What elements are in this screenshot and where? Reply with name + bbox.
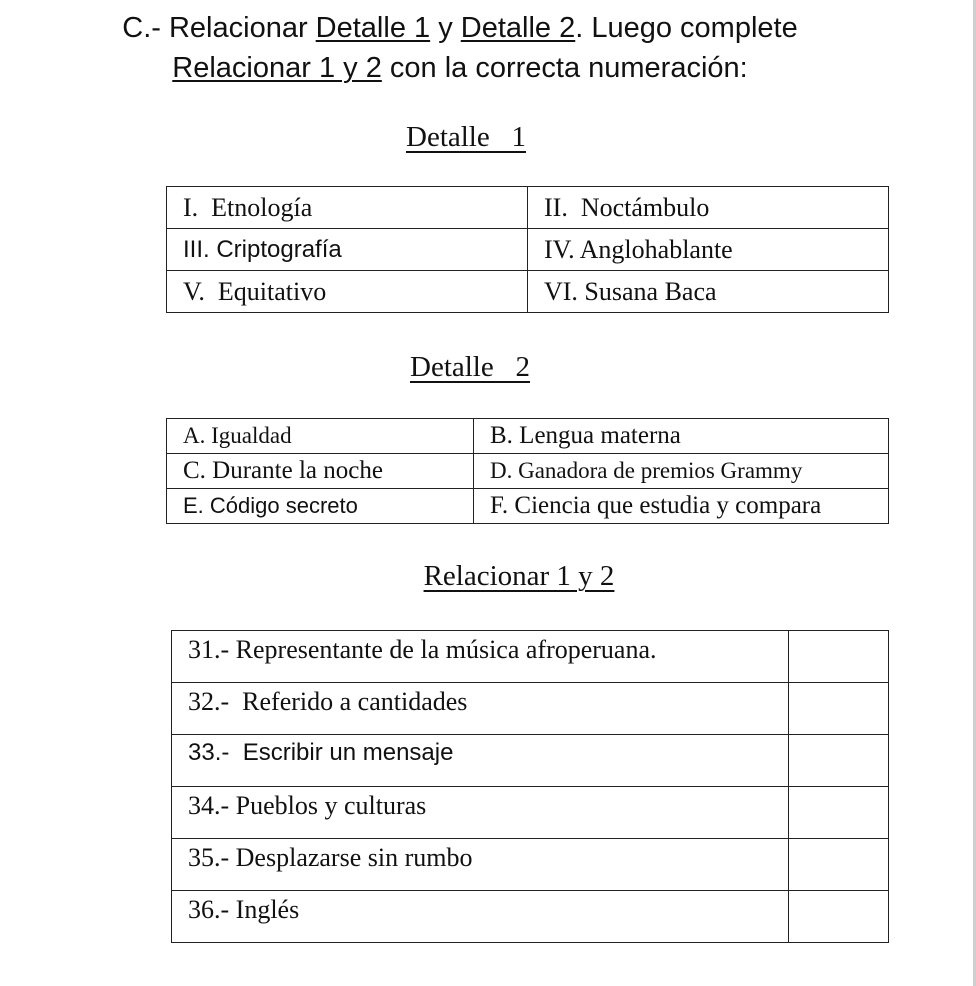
table-row [167, 454, 889, 489]
instruction-line-1 [0, 8, 920, 48]
detalle1-cell: VI. Susana Baca [528, 271, 889, 313]
detalle2-table [166, 418, 889, 524]
question-32: 32.- Referido a cantidades [172, 683, 789, 735]
relacionar-title: Relacionar 1 y 2 [423, 560, 615, 592]
detalle1-cell: II. Noctámbulo [528, 187, 889, 229]
question-34: 34.- Pueblos y culturas [172, 787, 789, 839]
question-36: 36.- Inglés [172, 891, 789, 943]
instruction-detalle1-ref: Detalle 1 [315, 12, 431, 44]
answer-box-31[interactable] [789, 631, 889, 683]
instruction-text: . Luego complete [575, 12, 798, 44]
table-row [172, 631, 889, 683]
detalle1-cell: III. Criptografía [167, 229, 528, 271]
detalle2-cell: B. Lengua materna [474, 419, 889, 454]
table-row [167, 419, 889, 454]
instruction-text: C.- Relacionar [122, 12, 316, 44]
detalle2-title: Detalle 2 [410, 351, 530, 383]
table-row [167, 489, 889, 524]
table-row [172, 735, 889, 787]
question-33: 33.- Escribir un mensaje [172, 735, 789, 787]
detalle1-title: Detalle 1 [406, 121, 526, 153]
detalle1-table [166, 186, 889, 313]
detalle2-cell: A. Igualdad [167, 419, 474, 454]
detalle2-cell: C. Durante la noche [167, 454, 474, 489]
detalle1-cell: IV. Anglohablante [528, 229, 889, 271]
detalle2-cell: F. Ciencia que estudia y compara [474, 489, 889, 524]
instruction-text: y [430, 12, 461, 44]
table-row [167, 271, 889, 313]
instruction-relacionar-ref: Relacionar 1 y 2 [172, 52, 382, 84]
detalle1-cell: I. Etnología [167, 187, 528, 229]
table-row [167, 229, 889, 271]
instruction-text: con la correcta numeración: [381, 52, 748, 84]
question-35: 35.- Desplazarse sin rumbo [172, 839, 789, 891]
table-row [167, 187, 889, 229]
question-31: 31.- Representante de la música afroperuana. [172, 631, 789, 683]
instruction-detalle2-ref: Detalle 2 [460, 12, 576, 44]
detalle1-cell: V. Equitativo [167, 271, 528, 313]
relacionar-table [171, 630, 889, 943]
table-row [172, 891, 889, 943]
instruction-line-2 [0, 48, 920, 88]
table-row [172, 683, 889, 735]
answer-box-34[interactable] [789, 787, 889, 839]
table-row [172, 839, 889, 891]
answer-box-33[interactable] [789, 735, 889, 787]
answer-box-35[interactable] [789, 839, 889, 891]
answer-box-32[interactable] [789, 683, 889, 735]
detalle2-cell: E. Código secreto [167, 489, 474, 524]
detalle2-cell: D. Ganadora de premios Grammy [474, 454, 889, 489]
table-row [172, 787, 889, 839]
answer-box-36[interactable] [789, 891, 889, 943]
